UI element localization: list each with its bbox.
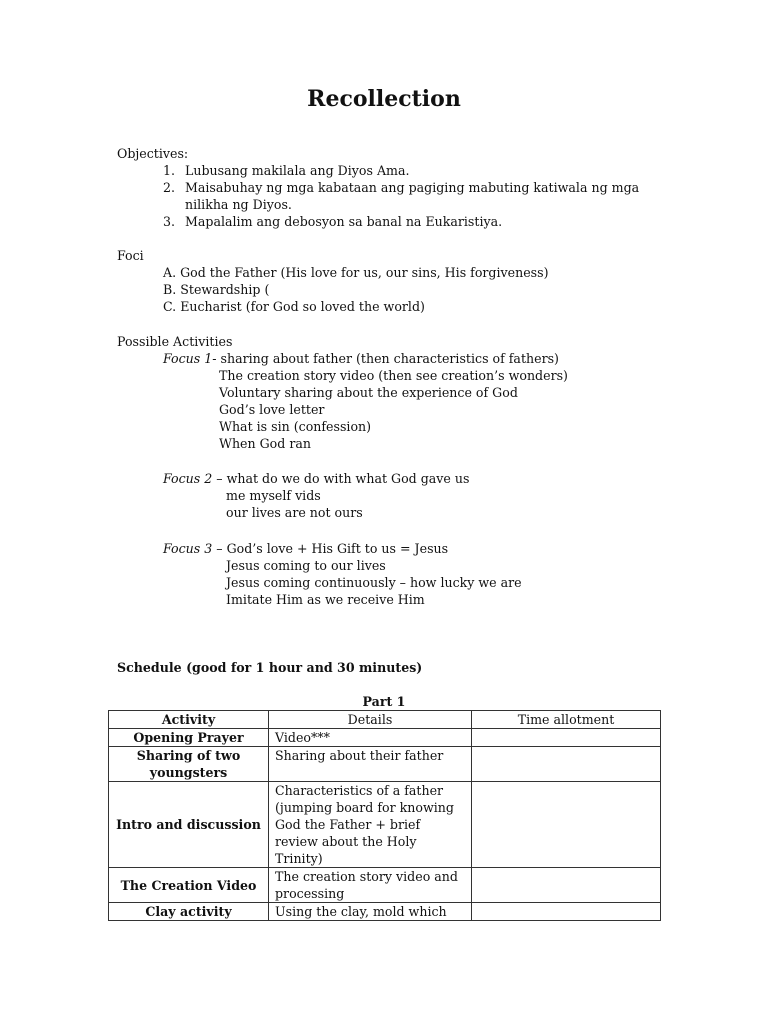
focus-3-item: Imitate Him as we receive Him [226, 592, 425, 607]
focus-1-item: When God ran [219, 436, 311, 451]
foci-item: C. Eucharist (for God so loved the world) [163, 299, 425, 314]
schedule-heading: Schedule (good for 1 hour and 30 minutes) [117, 660, 423, 675]
focus-1-line [163, 350, 559, 367]
focus-1-text: - sharing about father (then characteristics of fathers) [212, 351, 559, 366]
foci-item: B. Stewardship ( [163, 282, 270, 297]
focus-2-label: Focus 2 [163, 471, 213, 486]
objective-text: Maisabuhay ng mga kabataan ang pagiging mabuting katiwala ng mga [185, 180, 640, 195]
column-header-time: Time allotment [472, 711, 661, 729]
focus-1-item: What is sin (confession) [219, 419, 372, 434]
table-row [109, 782, 661, 868]
time-cell [472, 903, 661, 921]
focus-3-line [163, 540, 448, 557]
focus-3-label: Focus 3 [163, 541, 213, 556]
details-cell: Characteristics of a father (jumping board for knowing God the Father + brief review about the Holy Trinity) [269, 782, 472, 868]
objective-text: Mapalalim ang debosyon sa banal na Eukaristiya. [185, 214, 503, 229]
column-header-details: Details [269, 711, 472, 729]
objective-item [163, 162, 410, 179]
focus-3-item: Jesus coming continuously – how lucky we are [226, 575, 522, 590]
details-cell: Using the clay, mold which [269, 903, 472, 921]
part-heading: Part 1 [362, 694, 406, 709]
objective-number: 3. [163, 214, 176, 229]
activity-cell: Sharing of two youngsters [109, 747, 269, 782]
objective-item [163, 179, 639, 196]
foci-item: A. God the Father (His love for us, our sins, His forgiveness) [163, 265, 549, 280]
activity-cell: Opening Prayer [109, 729, 269, 747]
objective-number: 1. [163, 163, 176, 178]
column-header-activity: Activity [109, 711, 269, 729]
objectives-heading: Objectives: [117, 146, 189, 161]
focus-2-line [163, 470, 469, 487]
foci-heading: Foci [117, 248, 144, 263]
time-cell [472, 747, 661, 782]
table-row [109, 868, 661, 903]
focus-1-item: God’s love letter [219, 402, 325, 417]
focus-1-item: The creation story video (then see creation’s wonders) [219, 368, 568, 383]
table-header-row [109, 711, 661, 729]
focus-3-text: – God’s love + His Gift to us = Jesus [212, 541, 449, 556]
table-row [109, 747, 661, 782]
activity-cell: Intro and discussion [109, 782, 269, 868]
activities-heading: Possible Activities [117, 334, 233, 349]
activity-cell: Clay activity [109, 903, 269, 921]
time-cell [472, 729, 661, 747]
focus-3-item: Jesus coming to our lives [226, 558, 386, 573]
page-title: Recollection [307, 86, 461, 112]
details-cell: Sharing about their father [269, 747, 472, 782]
focus-1-label: Focus 1 [163, 351, 213, 366]
time-cell [472, 868, 661, 903]
objective-text: Lubusang makilala ang Diyos Ama. [185, 163, 410, 178]
details-cell: Video*** [269, 729, 472, 747]
time-cell [472, 782, 661, 868]
focus-2-item: our lives are not ours [226, 505, 363, 520]
objective-number: 2. [163, 180, 176, 195]
focus-2-item: me myself vids [226, 488, 321, 503]
table-row [109, 729, 661, 747]
objective-item [163, 213, 502, 230]
details-cell: The creation story video and processing [269, 868, 472, 903]
focus-1-item: Voluntary sharing about the experience of God [219, 385, 518, 400]
schedule-table [108, 710, 661, 921]
table-row [109, 903, 661, 921]
objective-text-continued: nilikha ng Diyos. [185, 197, 292, 212]
activity-cell: The Creation Video [109, 868, 269, 903]
focus-2-text: – what do we do with what God gave us [212, 471, 470, 486]
